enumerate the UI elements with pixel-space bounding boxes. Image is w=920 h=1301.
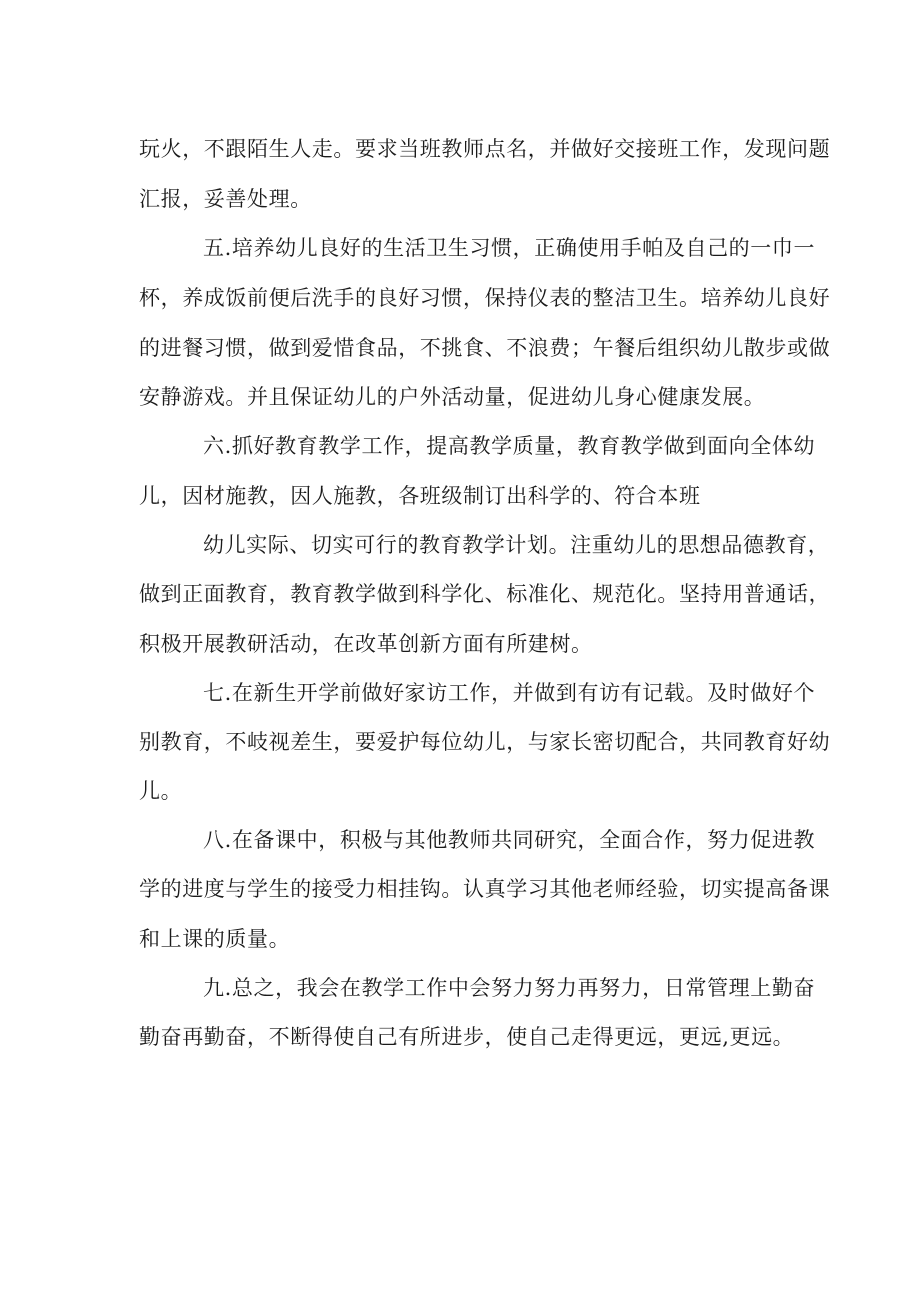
paragraph-6-start: 六.抓好教育教学工作，提高教学质量，教育教学做到面向全体幼 bbox=[203, 434, 816, 458]
text-line: 的进餐习惯，做到爱惜食品，不挑食、不浪费；午餐后组织幼儿散步或做 bbox=[139, 336, 831, 360]
paragraph-7-start: 七.在新生开学前做好家访工作，并做到有访有记载。及时做好个 bbox=[203, 681, 816, 705]
paragraph-5-start: 五.培养幼儿良好的生活卫生习惯，正确使用手帕及自己的一巾一 bbox=[203, 236, 816, 260]
text-line: 安静游戏。并且保证幼儿的户外活动量，促进幼儿身心健康发展。 bbox=[139, 385, 766, 409]
text-line: 学的进度与学生的接受力相挂钩。认真学习其他老师经验，切实提高备课 bbox=[139, 877, 831, 901]
paragraph-9-start: 九.总之，我会在教学工作中会努力努力再努力，日常管理上勤奋 bbox=[203, 976, 816, 1000]
text-line: 儿，因材施教，因人施教，各班级制订出科学的、符合本班 bbox=[139, 484, 701, 508]
text-line: 儿。 bbox=[139, 779, 183, 803]
text-line: 积极开展教研活动，在改革创新方面有所建树。 bbox=[139, 632, 593, 656]
text-line: 勤奋再勤奋，不断得使自己有所进步，使自己走得更远，更远,更远。 bbox=[139, 1025, 795, 1049]
text-line: 杯，养成饭前便后洗手的良好习惯，保持仪表的整洁卫生。培养幼儿良好 bbox=[139, 286, 831, 310]
text-line-indented: 幼儿实际、切实可行的教育教学计划。注重幼儿的思想品德教育， bbox=[203, 533, 830, 557]
text-line: 做到正面教育，教育教学做到科学化、标准化、规范化。坚持用普通话， bbox=[139, 582, 831, 606]
text-line: 汇报，妥善处理。 bbox=[139, 187, 312, 211]
paragraph-8-start: 八.在备课中，积极与其他教师共同研究，全面合作，努力促进教 bbox=[203, 828, 816, 852]
text-line: 别教育，不岐视差生，要爱护每位幼儿，与家长密切配合，共同教育好幼 bbox=[139, 730, 831, 754]
text-line: 玩火，不跟陌生人走。要求当班教师点名，并做好交接班工作，发现问题 bbox=[139, 137, 831, 161]
text-line: 和上课的质量。 bbox=[139, 927, 291, 951]
